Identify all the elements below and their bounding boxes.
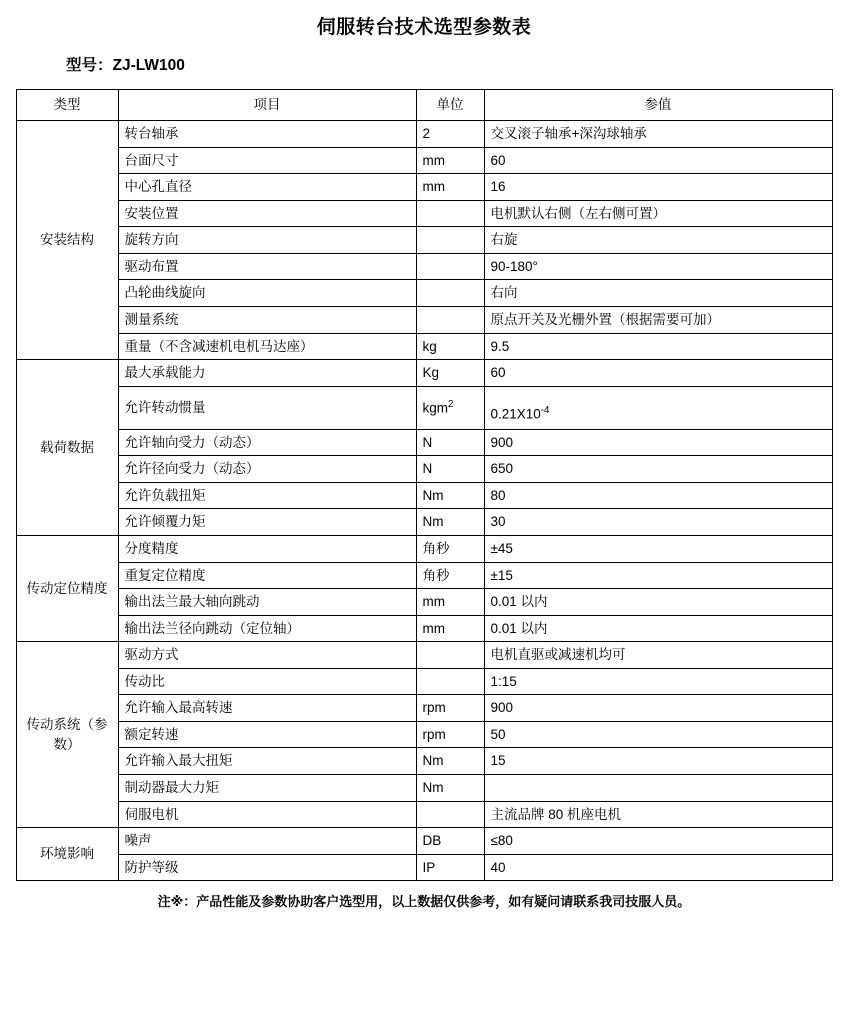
row-item: 伺服电机	[118, 801, 416, 828]
row-value: 主流品牌 80 机座电机	[484, 801, 832, 828]
row-value-exponent: -4	[540, 404, 550, 416]
row-item: 中心孔直径	[118, 174, 416, 201]
table-row	[16, 615, 832, 642]
row-item: 分度精度	[118, 535, 416, 562]
row-value: 650	[484, 456, 832, 483]
row-item: 安装位置	[118, 200, 416, 227]
row-item: 最大承载能力	[118, 360, 416, 387]
row-value-base: 0.21X10	[490, 406, 541, 422]
row-item: 重复定位精度	[118, 562, 416, 589]
table-row	[16, 429, 832, 456]
row-unit: Nm	[416, 775, 484, 802]
row-value: 右向	[484, 280, 832, 307]
row-value: 原点开关及光栅外置（根据需要可加）	[484, 306, 832, 333]
row-unit: N	[416, 429, 484, 456]
row-group-type: 载荷数据	[16, 360, 118, 536]
table-row	[16, 668, 832, 695]
row-item: 驱动布置	[118, 253, 416, 280]
row-item: 允许输入最高转速	[118, 695, 416, 722]
row-value	[484, 775, 832, 802]
table-row	[16, 386, 832, 429]
model-label: 型号：ZJ-LW100	[66, 57, 185, 74]
footnote: 注※：产品性能及参数协助客户选型用，以上数据仅供参考，如有疑问请联系我司技服人员。	[157, 894, 691, 910]
row-group-type: 环境影响	[16, 828, 118, 881]
row-value: 9.5	[484, 333, 832, 360]
row-unit: 角秒	[416, 562, 484, 589]
row-value-wrapper	[491, 390, 826, 426]
row-value: 80	[484, 482, 832, 509]
row-unit	[416, 801, 484, 828]
table-row	[16, 121, 832, 148]
row-item: 转台轴承	[118, 121, 416, 148]
row-item: 制动器最大力矩	[118, 775, 416, 802]
table-row	[16, 360, 832, 387]
row-item: 输出法兰径向跳动（定位轴）	[118, 615, 416, 642]
document-page	[0, 12, 848, 1031]
page-title: 伺服转台技术选型参数表	[316, 17, 532, 38]
row-unit	[416, 642, 484, 669]
row-unit-exponent: 2	[448, 398, 454, 410]
table-row	[16, 174, 832, 201]
row-value: ≤80	[484, 828, 832, 855]
row-unit	[416, 227, 484, 254]
row-item: 允许径向受力（动态）	[118, 456, 416, 483]
row-unit: kg	[416, 333, 484, 360]
table-header	[16, 90, 832, 121]
table-row	[16, 748, 832, 775]
row-unit-base: kgm	[422, 400, 449, 416]
table-row	[16, 482, 832, 509]
row-value: 90-180°	[484, 253, 832, 280]
table-row	[16, 509, 832, 536]
row-unit	[416, 306, 484, 333]
table-row	[16, 801, 832, 828]
table-row	[16, 562, 832, 589]
row-value: 右旋	[484, 227, 832, 254]
table-row	[16, 253, 832, 280]
table-row	[16, 854, 832, 881]
row-unit: Kg	[416, 360, 484, 387]
row-value: 900	[484, 429, 832, 456]
row-item: 噪声	[118, 828, 416, 855]
row-unit	[416, 200, 484, 227]
row-item: 驱动方式	[118, 642, 416, 669]
table-row	[16, 721, 832, 748]
table-row	[16, 147, 832, 174]
row-item: 重量（不含减速机电机马达座）	[118, 333, 416, 360]
row-item: 允许转动惯量	[118, 386, 416, 429]
column-header-value: 参值	[484, 90, 832, 121]
table-row	[16, 200, 832, 227]
row-unit: Nm	[416, 748, 484, 775]
row-value: 40	[484, 854, 832, 881]
row-item: 防护等级	[118, 854, 416, 881]
row-unit: mm	[416, 147, 484, 174]
row-value: 60	[484, 360, 832, 387]
row-unit: IP	[416, 854, 484, 881]
row-unit: mm	[416, 615, 484, 642]
row-item: 凸轮曲线旋向	[118, 280, 416, 307]
row-item: 测量系统	[118, 306, 416, 333]
row-value: 60	[484, 147, 832, 174]
row-group-type: 传动系统（参数）	[16, 642, 118, 828]
table-row	[16, 695, 832, 722]
row-value: 0.01 以内	[484, 589, 832, 616]
row-value: 交叉滚子轴承+深沟球轴承	[484, 121, 832, 148]
row-item: 允许负载扭矩	[118, 482, 416, 509]
row-unit: N	[416, 456, 484, 483]
row-value: 0.01 以内	[484, 615, 832, 642]
row-unit: Nm	[416, 509, 484, 536]
column-header-item: 项目	[118, 90, 416, 121]
table-row	[16, 642, 832, 669]
table-row	[16, 227, 832, 254]
table-row	[16, 306, 832, 333]
table-body	[16, 121, 832, 881]
row-unit: 2	[416, 121, 484, 148]
table-row	[16, 828, 832, 855]
row-value: 50	[484, 721, 832, 748]
row-item: 允许倾覆力矩	[118, 509, 416, 536]
table-row	[16, 775, 832, 802]
row-item: 输出法兰最大轴向跳动	[118, 589, 416, 616]
table-row	[16, 535, 832, 562]
row-item: 允许输入最大扭矩	[118, 748, 416, 775]
row-unit: mm	[416, 174, 484, 201]
row-unit: DB	[416, 828, 484, 855]
row-value: 30	[484, 509, 832, 536]
row-value: ±45	[484, 535, 832, 562]
row-item: 额定转速	[118, 721, 416, 748]
row-value: ±15	[484, 562, 832, 589]
row-value	[484, 386, 832, 429]
row-unit: rpm	[416, 721, 484, 748]
row-group-type: 传动定位精度	[16, 535, 118, 641]
row-value: 1:15	[484, 668, 832, 695]
table-row	[16, 589, 832, 616]
row-item: 允许轴向受力（动态）	[118, 429, 416, 456]
row-value: 16	[484, 174, 832, 201]
row-unit: 角秒	[416, 535, 484, 562]
table-row	[16, 280, 832, 307]
row-unit	[416, 280, 484, 307]
row-unit: Nm	[416, 482, 484, 509]
row-unit: mm	[416, 589, 484, 616]
row-unit	[416, 668, 484, 695]
row-item: 台面尺寸	[118, 147, 416, 174]
row-item: 旋转方向	[118, 227, 416, 254]
table-row	[16, 333, 832, 360]
row-value: 900	[484, 695, 832, 722]
row-unit	[416, 253, 484, 280]
column-header-unit: 单位	[416, 90, 484, 121]
column-header-type: 类型	[16, 90, 118, 121]
row-unit	[416, 386, 484, 429]
row-group-type: 安装结构	[16, 121, 118, 360]
table-header-row	[16, 90, 832, 121]
table-row	[16, 456, 832, 483]
row-unit: rpm	[416, 695, 484, 722]
row-value: 15	[484, 748, 832, 775]
spec-table	[16, 89, 833, 881]
row-item: 传动比	[118, 668, 416, 695]
row-value: 电机默认右侧（左右侧可置）	[484, 200, 832, 227]
row-value: 电机直驱或减速机均可	[484, 642, 832, 669]
